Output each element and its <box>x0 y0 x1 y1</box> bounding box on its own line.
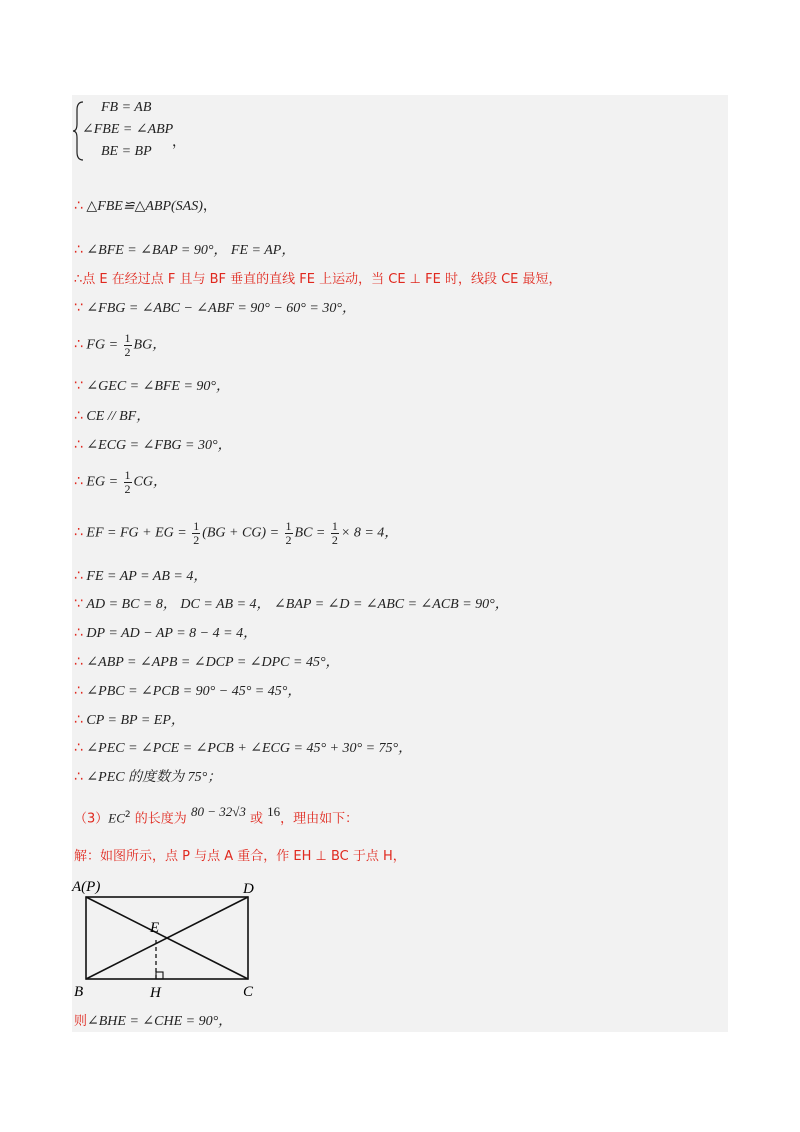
step-congruence: ∴ △FBE≌△ABP(SAS)， <box>74 198 217 214</box>
label-h: H <box>150 985 161 1001</box>
label-c: C <box>243 984 254 1000</box>
label-a: A(P) <box>72 879 101 895</box>
step-equal-segments: ∴ CP = BP = EP， <box>74 712 185 728</box>
step-right-angle: ∴ ∠BFE = ∠BAP = 90°， FE = AP， <box>74 242 296 258</box>
solution-intro: 解：如图所示，点 P 与点 A 重合，作 EH ⊥ BC 于点 H， <box>74 849 406 864</box>
system-tail: ， <box>172 135 186 150</box>
fraction-half: $\frac{1}{2}$ <box>124 331 131 359</box>
step-angle-gec: ∵ ∠GEC = ∠BFE = 90°， <box>74 378 231 394</box>
step-dp: ∴ DP = AD − AP = 8 − 4 = 4， <box>74 625 258 641</box>
step-angle-fbg: ∵ ∠FBG = ∠ABC − ∠ABF = 90° − 60° = 30°， <box>74 300 356 316</box>
fraction-half: $\frac{1}{2}$ <box>285 519 292 547</box>
step-fe-four: ∴ FE = AP = AB = 4， <box>74 568 208 584</box>
step-pbc: ∴ ∠PBC = ∠PCB = 90° − 45° = 45°， <box>74 683 302 699</box>
step-locus: ∴点 E 在经过点 F 且与 BF 垂直的直线 FE 上运动，当 CE ⊥ FE 时，线段 CE 最短， <box>74 272 562 287</box>
fraction-half: $\frac{1}{2}$ <box>124 468 131 496</box>
label-e: E <box>150 920 160 936</box>
fraction-half: $\frac{1}{2}$ <box>331 519 338 547</box>
step-angle-ecg: ∴ ∠ECG = ∠FBG = 30°， <box>74 437 232 453</box>
right-angle-mark <box>156 972 163 979</box>
step-parallel: ∴ CE // BF， <box>74 408 151 424</box>
part3-statement: $(3)EC^2$ 的长度为 80 − 32√3 或 16，理由如下： <box>74 804 359 827</box>
rectangle-figure <box>66 874 276 1004</box>
step-45-angles: ∴ ∠ABP = ∠APB = ∠DCP = ∠DPC = 45°， <box>74 654 340 670</box>
last-line: 则∠BHE = ∠CHE = 90°， <box>74 1014 233 1029</box>
system-line-2: ∠FBE = ∠ABP <box>82 122 174 137</box>
label-b: B <box>74 984 84 1000</box>
system-line-1: FB = AB <box>101 100 152 115</box>
step-fg-half: ∴ FG = $\frac{1}{2}$ BG， <box>74 331 167 359</box>
step-pec-result: ∴ ∠PEC 的度数为 75°； <box>74 769 222 785</box>
fraction-half: $\frac{1}{2}$ <box>193 519 200 547</box>
step-rectangle-facts: ∵ AD = BC = 8， DC = AB = 4， ∠BAP = ∠D = ∠ABC = ∠ACB = 90°， <box>74 596 509 612</box>
step-ef-sum: ∴ EF = FG + EG = $\frac{1}{2}$ (BG + CG) = $\frac{1}{2}$ BC = $\frac{1}{2}$ × 8 = 4， <box>74 519 399 547</box>
label-d: D <box>243 881 254 897</box>
step-pec-calc: ∴ ∠PEC = ∠PCE = ∠PCB + ∠ECG = 45° + 30° = 75°， <box>74 740 413 756</box>
step-eg-half: ∴ EG = $\frac{1}{2}$ CG， <box>74 468 167 496</box>
system-line-3: BE = BP <box>101 144 152 159</box>
